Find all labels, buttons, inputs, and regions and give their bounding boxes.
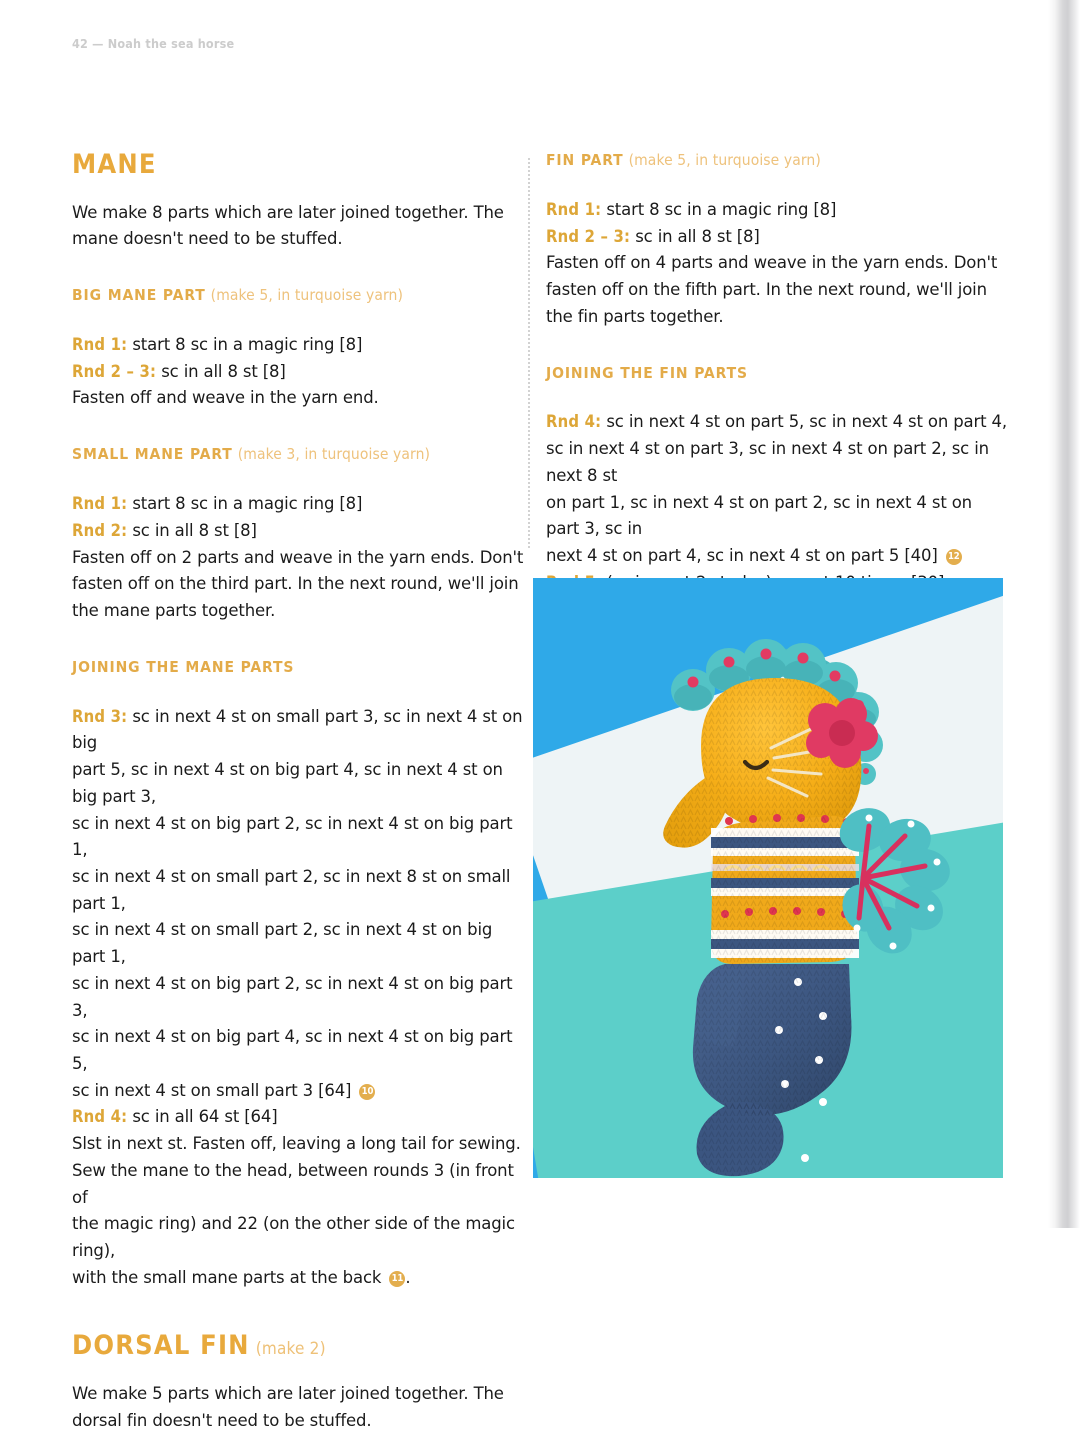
round-text: sc in next 4 st on small part 2, sc in next 4 st on big part 1, xyxy=(72,920,493,967)
round-note: Fasten off on 4 parts and weave in the yarn ends. Don't fasten off on the fifth part. In the next round, we'll join the fin parts together. xyxy=(546,253,998,326)
running-header: 42 — Noah the sea horse xyxy=(72,36,235,51)
round-text: start 8 sc in a magic ring [8] xyxy=(127,335,363,355)
big-mane-part-title: BIG MANE PART xyxy=(72,286,206,305)
round-line xyxy=(72,491,524,518)
big-mane-part-rounds xyxy=(72,332,524,412)
round-line xyxy=(546,224,1008,251)
round-line xyxy=(546,409,1008,436)
big-mane-part-heading xyxy=(72,285,524,306)
round-line xyxy=(72,332,524,359)
fin-part-rounds xyxy=(546,197,1008,331)
closing-period: . xyxy=(405,1267,411,1287)
joining-mane-parts-heading: JOINING THE MANE PARTS xyxy=(72,657,295,676)
column-divider xyxy=(528,158,530,548)
round-line xyxy=(546,543,1008,570)
step-badge-12: 12 xyxy=(946,549,962,565)
round-text: sc in next 4 st on small part 2, sc in next 8 st on small part 1, xyxy=(72,866,511,913)
round-label: Rnd 4: xyxy=(72,1107,128,1127)
small-mane-part-qualifier: (make 3, in turquoise yarn) xyxy=(237,445,431,464)
round-note: Fasten off and weave in the yarn end. xyxy=(72,388,379,408)
mane-section-title xyxy=(72,150,524,180)
round-label: Rnd 1: xyxy=(72,494,128,514)
round-text: sc in next 4 st on small part 3, sc in next 4 st on big xyxy=(72,706,523,753)
striped-body xyxy=(711,814,859,964)
seahorse-photo xyxy=(533,578,1003,1178)
spacer xyxy=(72,469,524,491)
joining-mane-rounds xyxy=(72,704,524,1292)
round-label: Rnd 2 – 3: xyxy=(72,361,157,381)
round-line xyxy=(72,359,524,386)
big-mane-part-qualifier: (make 5, in turquoise yarn) xyxy=(210,286,404,305)
round-text: sc in next 4 st on part 5, sc in next 4 st on part 4, xyxy=(601,412,1008,432)
round-label: Rnd 1: xyxy=(546,199,602,219)
small-mane-part-title: SMALL MANE PART xyxy=(72,445,233,464)
spacer xyxy=(72,271,524,285)
round-label: Rnd 4: xyxy=(546,412,602,432)
spacer xyxy=(546,349,1008,363)
step-badge-10: 10 xyxy=(359,1084,375,1100)
joining-fin-rounds xyxy=(546,409,1008,596)
round-text: sc in all 8 st [8] xyxy=(127,520,257,540)
round-note: Fasten off on 2 parts and weave in the yarn ends. Don't fasten off on the third part. In the next round, we'll join the mane parts together. xyxy=(72,547,524,620)
spacer xyxy=(72,430,524,444)
page-edge-shadow xyxy=(1048,0,1080,1228)
round-text: sc in next 4 st on small part 3 [64] xyxy=(72,1080,352,1100)
round-line xyxy=(546,197,1008,224)
spacer xyxy=(72,643,524,657)
joining-fin-parts-heading: JOINING THE FIN PARTS xyxy=(546,363,748,382)
mane-intro-text: We make 8 parts which are later joined together. The mane doesn't need to be stuffed. xyxy=(72,202,504,249)
round-text: next 4 st on part 4, sc in next 4 st on part 5 [40] xyxy=(546,546,938,566)
spacer xyxy=(72,310,524,332)
dorsal-fin-intro-text: We make 5 parts which are later joined together. The dorsal fin doesn't need to be stuffed. xyxy=(72,1384,504,1430)
round-text: start 8 sc in a magic ring [8] xyxy=(601,199,837,219)
round-text: sc in next 4 st on big part 2, sc in next 4 st on big part 1, xyxy=(72,813,513,860)
round-line xyxy=(72,518,524,545)
round-text: part 5, sc in next 4 st on big part 4, sc in next 4 st on big part 3, xyxy=(72,760,503,806)
fin-part-heading xyxy=(546,150,1008,171)
closing-text: Slst in next st. Fasten off, leaving a long tail for sewing. xyxy=(72,1134,521,1154)
round-label: Rnd 1: xyxy=(72,335,128,355)
spacer xyxy=(546,387,1008,409)
spacer xyxy=(72,1309,524,1331)
small-mane-part-rounds xyxy=(72,491,524,625)
round-text: sc in all 8 st [8] xyxy=(156,361,286,381)
dorsal-fin-section-title xyxy=(72,1331,524,1361)
round-line xyxy=(72,1078,524,1105)
spacer xyxy=(546,175,1008,197)
round-text: sc in all 8 st [8] xyxy=(630,226,760,246)
closing-text: the magic ring) and 22 (on the other side of the magic ring), xyxy=(72,1214,515,1261)
round-text: sc in next 4 st on part 3, sc in next 4 st on part 2, sc in next 8 st xyxy=(546,439,989,485)
round-label: Rnd 2 – 3: xyxy=(546,226,631,246)
round-text: on part 1, sc in next 4 st on part 2, sc in next 4 st on part 3, sc in xyxy=(546,492,972,539)
closing-line xyxy=(72,1265,524,1292)
round-text: sc in next 4 st on big part 2, sc in next 4 st on big part 3, xyxy=(72,973,513,1020)
left-column xyxy=(72,150,524,1435)
round-label: Rnd 2: xyxy=(72,520,128,540)
small-mane-part-heading xyxy=(72,444,524,465)
round-text: start 8 sc in a magic ring [8] xyxy=(127,494,363,514)
mane-title-text: MANE xyxy=(72,149,157,180)
fin-part-qualifier: (make 5, in turquoise yarn) xyxy=(628,151,821,169)
round-text: sc in all 64 st [64] xyxy=(127,1107,278,1127)
closing-text: with the small mane parts at the back xyxy=(72,1267,382,1287)
fin-part-title: FIN PART xyxy=(546,151,624,169)
spacer xyxy=(72,682,524,704)
round-label: Rnd 3: xyxy=(72,706,128,726)
dorsal-fin-qualifier: (make 2) xyxy=(255,1339,326,1360)
dorsal-fin-title-text: DORSAL FIN xyxy=(72,1330,250,1362)
closing-text: Sew the mane to the head, between rounds 3 (in front of xyxy=(72,1160,514,1207)
round-line xyxy=(72,704,524,757)
right-column xyxy=(546,150,1008,614)
seahorse-amigurumi-figure xyxy=(533,578,1003,1178)
step-badge-11: 11 xyxy=(389,1271,405,1287)
round-text: sc in next 4 st on big part 4, sc in next 4 st on big part 5, xyxy=(72,1027,513,1073)
navy-tail xyxy=(693,964,852,1176)
round-line xyxy=(72,1104,524,1131)
